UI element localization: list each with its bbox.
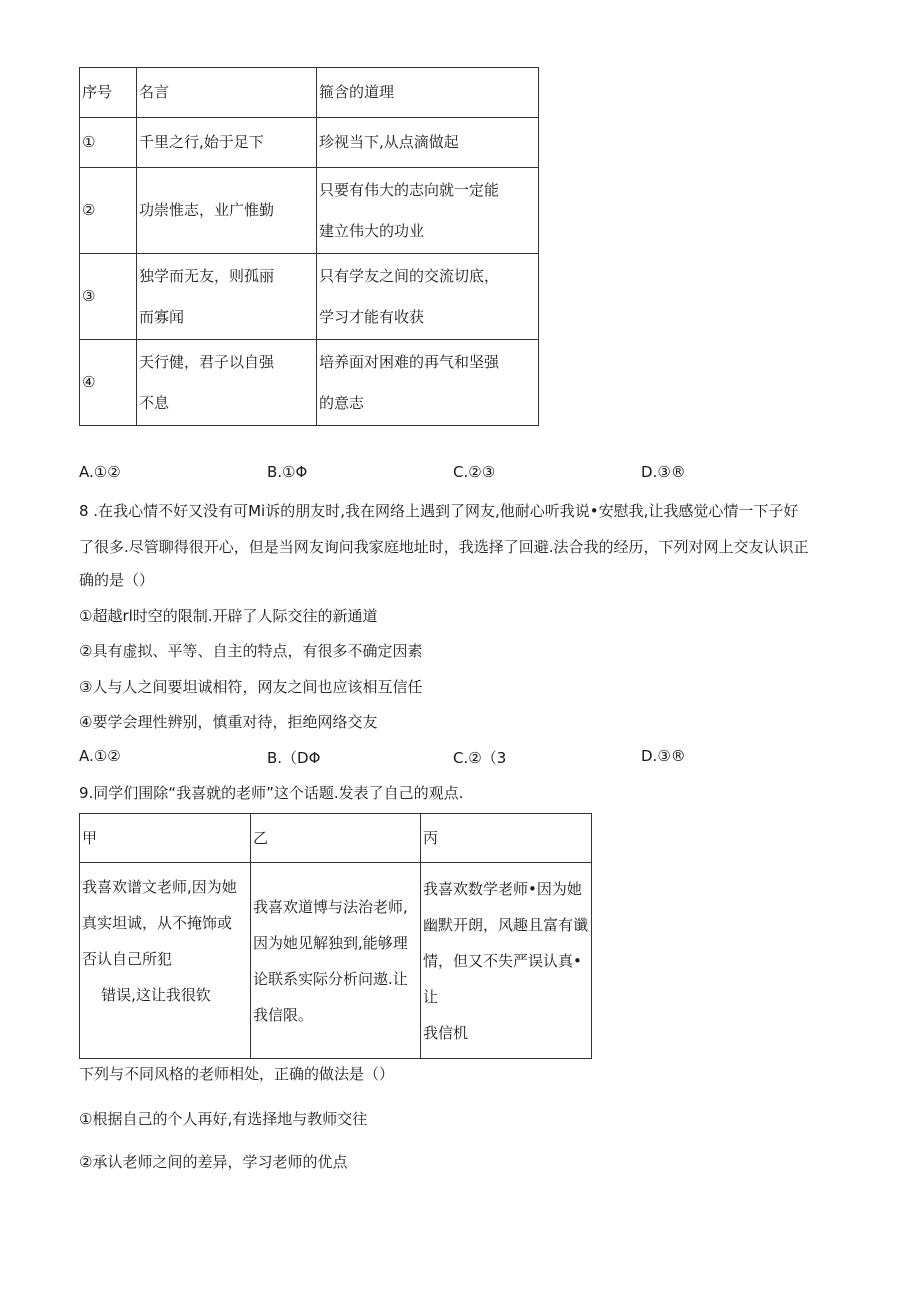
meaning-line: 珍视当下,从点滴做起 <box>319 133 459 151</box>
option-b[interactable]: B.①Φ <box>267 463 308 481</box>
quote-line: 天行健，君子以自强 <box>139 352 275 371</box>
quote-cell <box>137 168 317 254</box>
row-number: ④ <box>80 340 137 426</box>
option-c[interactable]: C.②（3 <box>453 749 507 767</box>
option-a[interactable]: A.①② <box>79 463 121 481</box>
q8-stem-line: 了很多.尽管聊得很开心，但是当网友询问我家庭地址时，我选择了回避.法合我的经历，下列对网上交友认识正 <box>79 538 809 556</box>
cell-line: 我信机 <box>423 1023 469 1042</box>
table-row <box>80 254 539 340</box>
table-row <box>80 168 539 254</box>
cell-line: 我喜欢谱文老师,因为她 <box>82 878 237 896</box>
q9-stem: 9.同学们围除“我喜就的老师”这个话题.发表了自己的观点. <box>79 784 464 802</box>
q7-options <box>79 463 839 483</box>
q8-statement: ③人与人之间要坦诚相符，网友之间也应该相互信任 <box>79 678 423 696</box>
table-row <box>80 863 592 1059</box>
quote-cell <box>137 118 317 168</box>
quote-line: 千里之行,始于足下 <box>139 133 264 151</box>
q9-question: 下列与不同风格的老师相处，正确的做法是（） <box>79 1065 395 1083</box>
opinion-cell <box>421 863 592 1059</box>
table-header-row <box>80 68 539 118</box>
meaning-cell <box>317 118 539 168</box>
meaning-line: 只要有伟大的志向就一定能 <box>319 180 500 199</box>
q9-statement: ①根据自己的个人再好,有选择地与教师交往 <box>79 1110 368 1128</box>
cell-line: 幽默开朗，风趣且富有谶 <box>423 915 589 934</box>
cell-line: 错误,这让我很钦 <box>82 986 211 1004</box>
header-cell: 序号 <box>80 68 137 118</box>
meaning-line: 的意志 <box>319 393 365 412</box>
option-b[interactable]: B.（DΦ <box>267 749 321 767</box>
quote-cell <box>137 340 317 426</box>
meaning-line: 学习才能有收获 <box>319 307 425 326</box>
cell-line: 我喜欢数学老师•因为她 <box>423 879 582 898</box>
quote-cell <box>137 254 317 340</box>
option-a[interactable]: A.①② <box>79 747 121 765</box>
q9-statement: ②承认老师之间的差异，学习老师的优点 <box>79 1153 348 1171</box>
opinion-cell <box>80 863 251 1059</box>
row-number: ③ <box>80 254 137 340</box>
meaning-line: 建立伟大的功业 <box>319 221 425 240</box>
q8-statement: ④要学会理性辨别，慎重对待，拒绝网络交友 <box>79 713 378 731</box>
option-c[interactable]: C.②③ <box>453 463 496 481</box>
table-row <box>80 340 539 426</box>
table-header-row <box>80 814 592 863</box>
table-row <box>80 118 539 168</box>
meaning-line: 培养面对困难的再气和坚强 <box>319 352 500 371</box>
quote-line: 不息 <box>139 393 170 412</box>
row-number: ① <box>80 118 137 168</box>
q8-statement: ②具有虚拟、平等、自主的特点，有很多不确定因素 <box>79 642 423 660</box>
quote-line: 而寡闻 <box>139 307 185 326</box>
header-cell: 甲 <box>80 814 251 863</box>
quote-line: 独学而无友，则孤丽 <box>139 266 275 285</box>
meaning-cell <box>317 254 539 340</box>
quote-line: 功崇惟志，业广惟勤 <box>139 201 275 219</box>
q8-stem-line: 8 .在我心情不好又没有可Mi诉的朋友时,我在网络上遇到了网友,他耐心听我说•安慰我,让我感觉心情一下子好 <box>79 502 799 520</box>
row-number: ② <box>80 168 137 254</box>
header-cell: 箍含的道理 <box>317 68 539 118</box>
q8-statement: ①超越rl时空的限制.开辟了人际交往的新通道 <box>79 607 378 625</box>
q8-stem-line: 确的是（） <box>79 571 155 589</box>
option-d[interactable]: D.③® <box>641 463 686 481</box>
meaning-cell <box>317 168 539 254</box>
cell-line: 否认自己所犯 <box>82 950 173 968</box>
header-cell: 乙 <box>251 814 421 863</box>
q8-options <box>79 747 839 767</box>
cell-line: 我喜欢道博与法治老师, <box>253 897 408 916</box>
maxims-table <box>79 67 539 426</box>
header-cell: 名言 <box>137 68 317 118</box>
cell-line: 因为她见解独到,能够理 <box>253 933 408 952</box>
cell-line: 情，但又不失严误认真•让 <box>423 951 582 1006</box>
opinion-cell <box>251 863 421 1059</box>
cell-line: 论联系实际分析问遨.让 <box>253 969 408 988</box>
meaning-line: 只有学友之间的交流切底， <box>319 266 500 285</box>
meaning-cell <box>317 340 539 426</box>
header-cell: 丙 <box>421 814 592 863</box>
option-d[interactable]: D.③® <box>641 747 686 765</box>
teachers-table <box>79 813 592 1059</box>
cell-line: 真实坦诚，从不掩饰或 <box>82 914 233 932</box>
cell-line: 我信限。 <box>253 1005 314 1024</box>
